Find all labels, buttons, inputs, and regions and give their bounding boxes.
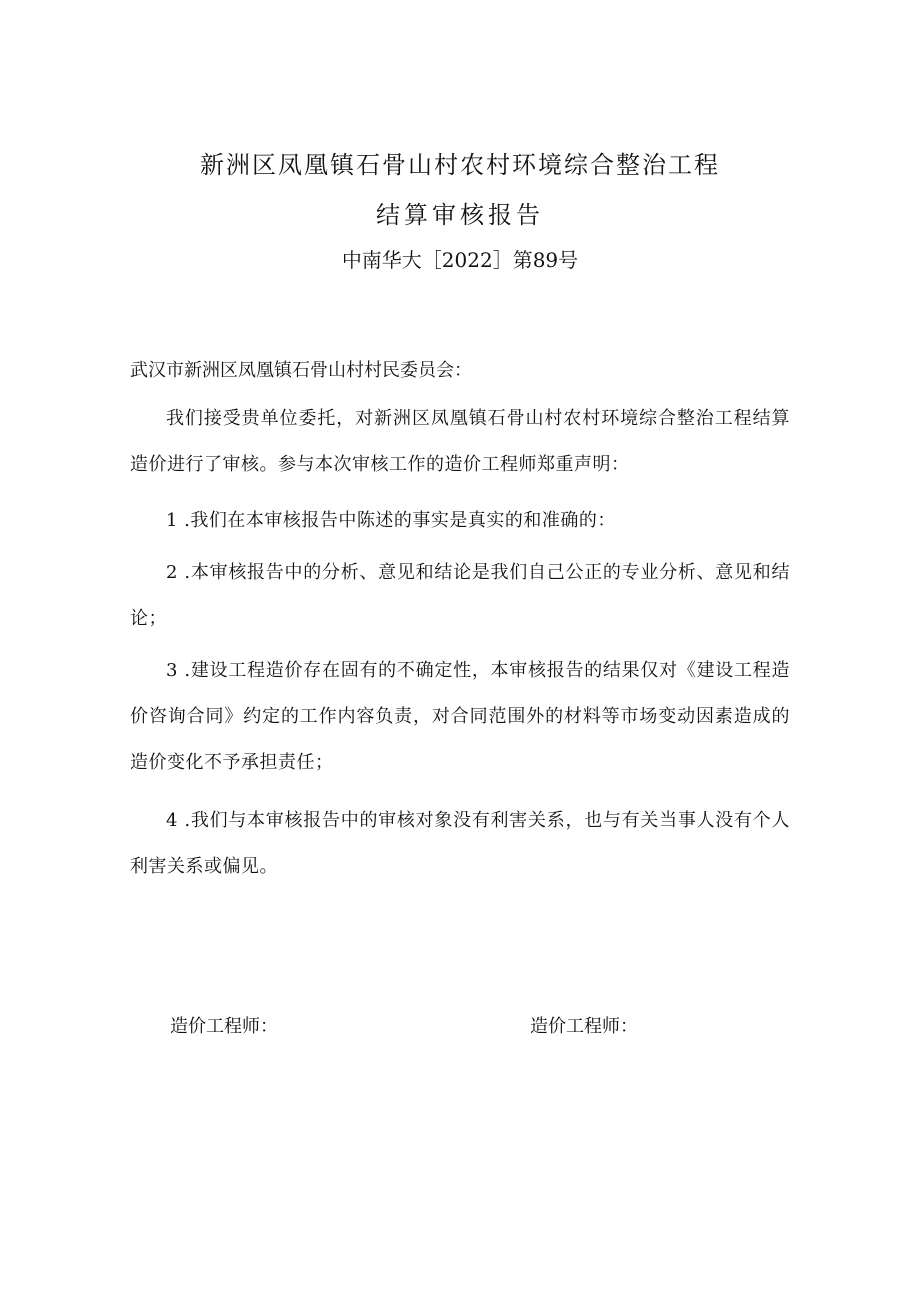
salutation: 武汉市新洲区凤凰镇石骨山村村民委员会： [130,360,472,381]
declaration-item-3: 3 .建设工程造价存在固有的不确定性，本审核报告的结果仅对《建设工程造价咨询合同》约定的工作内容负责，对合同范围外的材料等市场变动因素造成的造价变化不予承担责任； [130,660,791,773]
intro-paragraph: 我们接受贵单位委托，对新洲区凤凰镇石骨山村农村环境综合整治工程结算造价进行了审核。参与本次审核工作的造价工程师郑重声明： [130,408,790,475]
item-number: 2 [166,562,178,583]
item-number: 3 [166,660,178,681]
declaration-item-4: 4 .我们与本审核报告中的审核对象没有利害关系，也与有关当事人没有个人利害关系或偏见。 [130,810,791,877]
declaration-item-2: 2 .本审核报告中的分析、意见和结论是我们自己公正的专业分析、意见和结论； [130,562,791,629]
signature-label-left: 造价工程师： [170,1016,278,1037]
item-text: 我们在本审核报告中陈述的事实是真实的和准确的： [190,510,616,531]
document-number: 中南华大［2022］第89号 [341,248,579,272]
declaration-item-1: 1 .我们在本审核报告中陈述的事实是真实的和准确的： [166,510,616,531]
item-text: 我们与本审核报告中的审核对象没有利害关系，也与有关当事人没有个人利害关系或偏见。 [130,810,791,877]
signature-label-right: 造价工程师： [530,1016,638,1037]
title-line-1: 新洲区凤凰镇石骨山村农村环境综合整治工程 [200,151,720,179]
item-number: 4 [166,810,178,831]
item-text: 本审核报告中的分析、意见和结论是我们自己公正的专业分析、意见和结论； [130,562,791,629]
title-line-2: 结算审核报告 [376,201,544,229]
item-text: 建设工程造价存在固有的不确定性，本审核报告的结果仅对《建设工程造价咨询合同》约定的工作内容负责，对合同范围外的材料等市场变动因素造成的造价变化不予承担责任； [130,660,791,773]
item-number: 1 [166,510,178,531]
